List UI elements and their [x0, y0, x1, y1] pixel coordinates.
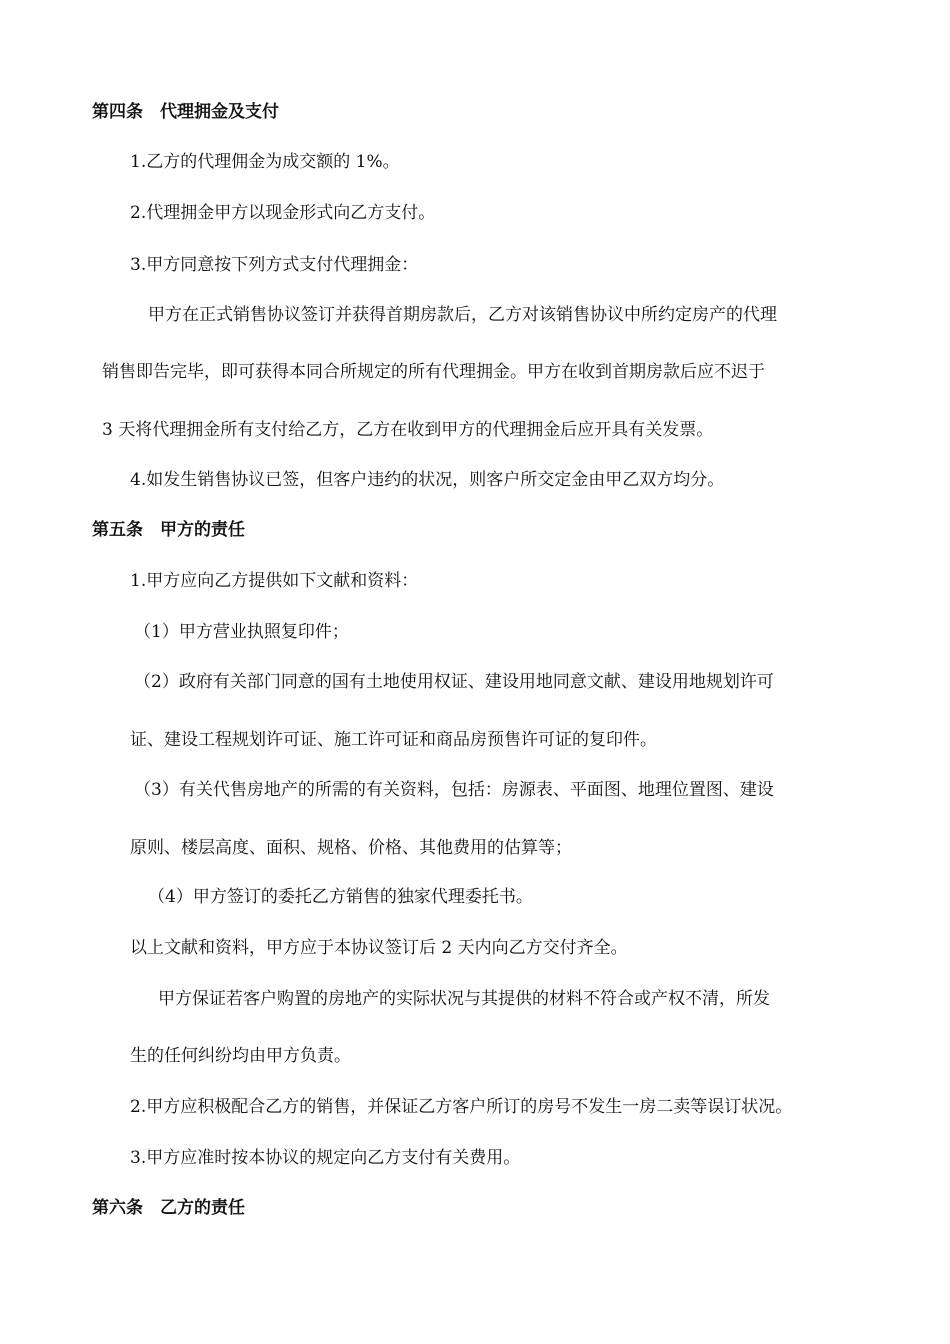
article-6-heading: 第六条 乙方的责任 [92, 1198, 245, 1218]
list-item: （2）政府有关部门同意的国有土地使用权证、建设用地同意文献、建设用地规划许可 [134, 672, 774, 692]
list-item: （1）甲方营业执照复印件； [134, 622, 349, 642]
paragraph: 1.甲方应向乙方提供如下文献和资料： [130, 571, 419, 591]
paragraph: 3 天将代理拥金所有支付给乙方，乙方在收到甲方的代理拥金后应开具有关发票。 [102, 420, 714, 440]
paragraph: 2.代理拥金甲方以现金形式向乙方支付。 [130, 203, 436, 223]
paragraph: 生的任何纠纷均由甲方负责。 [130, 1046, 351, 1066]
list-item: （3）有关代售房地产的所需的有关资料，包括：房源表、平面图、地理位置图、建设 [134, 780, 774, 800]
paragraph: 甲方在正式销售协议签订并获得首期房款后，乙方对该销售协议中所约定房产的代理 [148, 305, 777, 325]
paragraph: 销售即告完毕，即可获得本同合所规定的所有代理拥金。甲方在收到首期房款后应不迟于 [102, 362, 765, 382]
paragraph: 甲方保证若客户购置的房地产的实际状况与其提供的材料不符合或产权不清，所发 [158, 989, 770, 1009]
article-5-heading: 第五条 甲方的责任 [92, 520, 245, 540]
paragraph: 1.乙方的代理佣金为成交额的 1%。 [130, 152, 400, 172]
article-4-heading: 第四条 代理拥金及支付 [92, 102, 279, 122]
list-item: 证、建设工程规划许可证、施工许可证和商品房预售许可证的复印件。 [130, 730, 657, 750]
paragraph: 3.甲方同意按下列方式支付代理拥金： [130, 255, 419, 275]
paragraph: 3.甲方应准时按本协议的规定向乙方支付有关费用。 [130, 1148, 521, 1168]
paragraph: 2.甲方应积极配合乙方的销售，并保证乙方客户所订的房号不发生一房二卖等误订状况。 [130, 1097, 793, 1117]
list-item: （4）甲方签订的委托乙方销售的独家代理委托书。 [148, 887, 533, 907]
paragraph: 4.如发生销售协议已签，但客户违约的状况，则客户所交定金由甲乙双方均分。 [130, 470, 725, 490]
list-item: 原则、楼层高度、面积、规格、价格、其他费用的估算等； [130, 838, 572, 858]
paragraph: 以上文献和资料，甲方应于本协议签订后 2 天内向乙方交付齐全。 [130, 938, 628, 958]
